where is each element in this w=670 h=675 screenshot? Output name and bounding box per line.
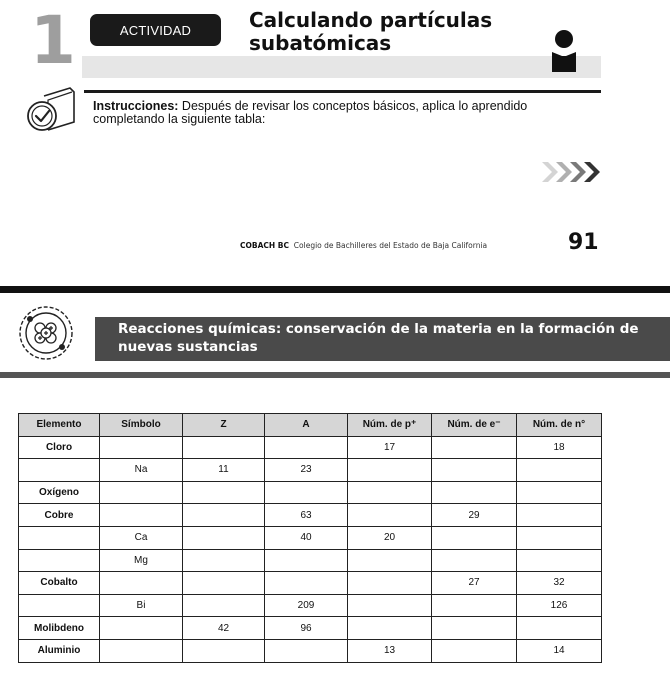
cell-neutrons[interactable]: 126 <box>517 594 602 617</box>
cell-a[interactable]: 23 <box>265 459 348 482</box>
cell-electrons[interactable]: 29 <box>432 504 517 527</box>
cell-simbolo[interactable] <box>100 617 183 640</box>
student-icon <box>550 30 578 72</box>
page-divider <box>0 286 670 293</box>
activity-title: Calculando partículas subatómicas <box>249 8 493 55</box>
page-number: 91 <box>568 230 599 255</box>
cell-protons[interactable] <box>348 594 432 617</box>
cell-elemento[interactable]: Cobre <box>19 504 100 527</box>
cell-a[interactable] <box>265 549 348 572</box>
cut-off-text-line <box>18 667 578 675</box>
cell-z[interactable] <box>183 572 265 595</box>
footer-text <box>240 241 540 250</box>
cell-a[interactable] <box>265 481 348 504</box>
header-electrons: Núm. de e⁻ <box>432 414 517 437</box>
cell-electrons[interactable] <box>432 617 517 640</box>
table-header-row <box>19 414 602 437</box>
cell-z[interactable] <box>183 639 265 662</box>
header-neutrons: Núm. de n° <box>517 414 602 437</box>
cell-elemento[interactable]: Molibdeno <box>19 617 100 640</box>
cell-z[interactable] <box>183 481 265 504</box>
cell-neutrons[interactable] <box>517 549 602 572</box>
cell-a[interactable] <box>265 572 348 595</box>
activity-header-strip <box>82 56 601 78</box>
cell-z[interactable] <box>183 526 265 549</box>
cell-elemento[interactable] <box>19 549 100 572</box>
header-a: A <box>265 414 348 437</box>
cell-neutrons[interactable] <box>517 617 602 640</box>
cell-protons[interactable] <box>348 617 432 640</box>
table-row <box>19 504 602 527</box>
atom-icon <box>18 305 74 361</box>
cell-elemento[interactable]: Aluminio <box>19 639 100 662</box>
cell-protons[interactable]: 13 <box>348 639 432 662</box>
instructions-text <box>93 100 593 126</box>
cell-elemento[interactable]: Cobalto <box>19 572 100 595</box>
cell-simbolo[interactable]: Bi <box>100 594 183 617</box>
particles-table <box>18 413 602 663</box>
instructions-rule <box>84 90 601 93</box>
cell-electrons[interactable] <box>432 459 517 482</box>
cell-elemento[interactable]: Oxígeno <box>19 481 100 504</box>
instructions-label: Instrucciones: <box>93 99 179 113</box>
footer-brand: COBACH BC <box>240 241 290 250</box>
cell-protons[interactable]: 20 <box>348 526 432 549</box>
checklist-book-icon <box>24 82 78 138</box>
cell-simbolo[interactable] <box>100 639 183 662</box>
cell-electrons[interactable] <box>432 639 517 662</box>
cell-simbolo[interactable] <box>100 572 183 595</box>
cell-neutrons[interactable]: 32 <box>517 572 602 595</box>
activity-badge: ACTIVIDAD <box>90 14 221 46</box>
cell-protons[interactable] <box>348 549 432 572</box>
cell-electrons[interactable] <box>432 436 517 459</box>
cell-simbolo[interactable]: Ca <box>100 526 183 549</box>
cell-protons[interactable] <box>348 459 432 482</box>
activity-number: 1 <box>30 2 76 79</box>
table-row <box>19 459 602 482</box>
cell-electrons[interactable] <box>432 481 517 504</box>
header-protons: Núm. de p⁺ <box>348 414 432 437</box>
cell-elemento[interactable] <box>19 526 100 549</box>
cell-z[interactable] <box>183 594 265 617</box>
cell-simbolo[interactable] <box>100 436 183 459</box>
cell-simbolo[interactable] <box>100 504 183 527</box>
cell-protons[interactable] <box>348 504 432 527</box>
header-z: Z <box>183 414 265 437</box>
cell-neutrons[interactable] <box>517 459 602 482</box>
cell-z[interactable]: 11 <box>183 459 265 482</box>
table-row <box>19 594 602 617</box>
section-underline <box>0 372 670 378</box>
cell-electrons[interactable] <box>432 526 517 549</box>
header-simbolo: Símbolo <box>100 414 183 437</box>
cell-electrons[interactable] <box>432 549 517 572</box>
table-row <box>19 572 602 595</box>
cell-a[interactable]: 63 <box>265 504 348 527</box>
table-row <box>19 436 602 459</box>
cell-a[interactable]: 96 <box>265 617 348 640</box>
table-row <box>19 481 602 504</box>
cell-electrons[interactable] <box>432 594 517 617</box>
table-row <box>19 549 602 572</box>
cell-neutrons[interactable] <box>517 481 602 504</box>
cell-neutrons[interactable] <box>517 504 602 527</box>
table-row <box>19 526 602 549</box>
footer-institution: Colegio de Bachilleres del Estado de Baja California <box>293 241 488 250</box>
cell-a[interactable] <box>265 436 348 459</box>
cell-protons[interactable] <box>348 572 432 595</box>
cell-z[interactable] <box>183 504 265 527</box>
cell-protons[interactable]: 17 <box>348 436 432 459</box>
cell-a[interactable]: 209 <box>265 594 348 617</box>
cell-elemento[interactable] <box>19 594 100 617</box>
section-title-banner: Reacciones químicas: conservación de la materia en la formación de nuevas sustancias <box>95 317 670 361</box>
cell-simbolo[interactable]: Na <box>100 459 183 482</box>
table-row <box>19 639 602 662</box>
cell-neutrons[interactable]: 18 <box>517 436 602 459</box>
cell-neutrons[interactable]: 14 <box>517 639 602 662</box>
cell-z[interactable] <box>183 549 265 572</box>
cell-elemento[interactable] <box>19 459 100 482</box>
cell-a[interactable] <box>265 639 348 662</box>
cell-a[interactable]: 40 <box>265 526 348 549</box>
header-elemento: Elemento <box>19 414 100 437</box>
cell-elemento[interactable]: Cloro <box>19 436 100 459</box>
cell-electrons[interactable]: 27 <box>432 572 517 595</box>
cell-z[interactable]: 42 <box>183 617 265 640</box>
cell-neutrons[interactable] <box>517 526 602 549</box>
cell-simbolo[interactable] <box>100 481 183 504</box>
cell-protons[interactable] <box>348 481 432 504</box>
cell-simbolo[interactable]: Mg <box>100 549 183 572</box>
table-row <box>19 617 602 640</box>
cell-z[interactable] <box>183 436 265 459</box>
chevron-arrows-icon <box>540 160 602 184</box>
instructions-body: Después de revisar los conceptos básicos, aplica lo aprendido completando la siguiente tabla: <box>93 99 528 126</box>
